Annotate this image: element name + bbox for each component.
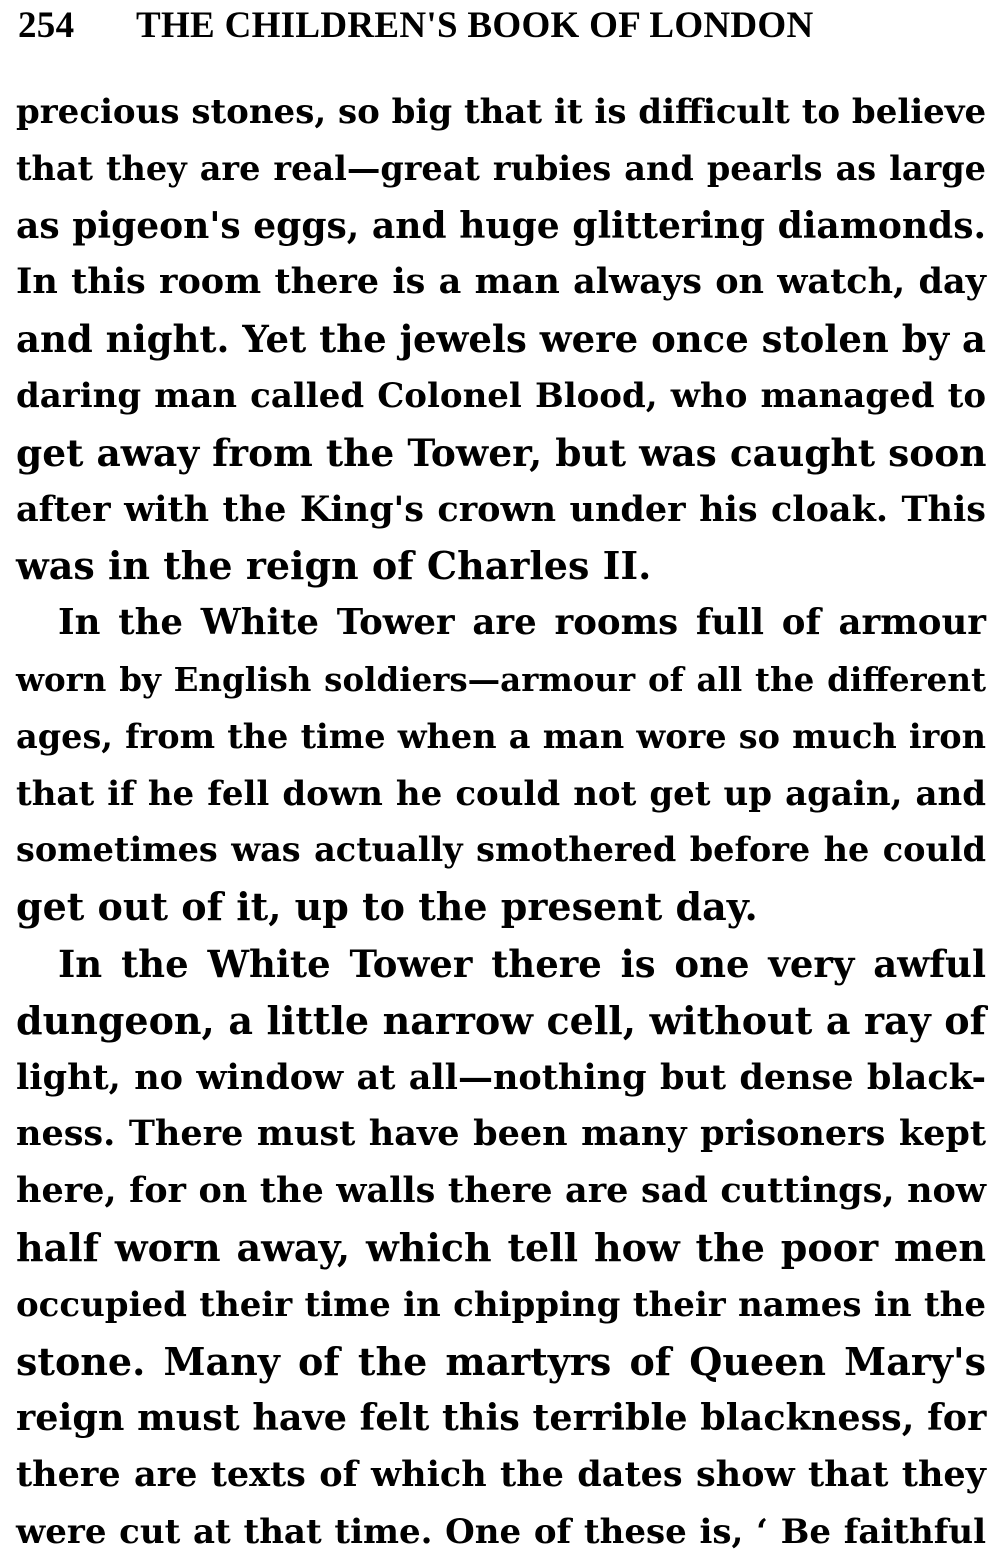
text-line: sometimes was actually smothered before he could [16,830,986,870]
text-line: daring man called Colonel Blood, who managed to [16,375,986,416]
text-line: reign must have felt this terrible blackness, for [16,1396,987,1440]
text-line: and night. Yet the jewels were once stolen by a [16,317,986,362]
text-line: ness. There must have been many prisoners kept [16,1113,986,1155]
text-line: get away from the Tower, but was caught soon [16,430,987,475]
text-line: were cut at that time. One of these is, ‘ Be faithful [16,1511,986,1552]
text-line: ages, from the time when a man wore so much iron [16,716,986,756]
text-line: dungeon, a little narrow cell, without a ray of [16,997,986,1043]
text-line: worn by English soldiers—armour of all the different [16,659,986,699]
text-line: here, for on the walls there are sad cuttings, now [16,1170,986,1212]
text-line: half worn away, which tell how the poor men [16,1224,986,1270]
running-head [18,4,982,48]
text-line: as pigeon's eggs, and huge glittering diamonds. [16,204,986,247]
text-line: that they are real—great rubies and pearls as large [16,148,986,188]
text-line: occupied their time in chipping their names in the [16,1284,986,1325]
text-line: stone. Many of the martyrs of Queen Mary's [16,1338,986,1384]
text-line: precious stones, so big that it is difficult to believe [16,92,987,132]
text-line: In this room there is a man always on watch, day [16,261,986,303]
text-line: after with the King's crown under his cloak. This [16,488,986,530]
paragraph-end-line: was in the reign of Charles II. [16,543,652,589]
page-number: 254 [18,5,75,46]
paragraph-start-line: In the White Tower are rooms full of armour [58,602,986,644]
paragraph-end-line: get out of it, up to the present day. [16,884,758,930]
paragraph-start-line: In the White Tower there is one very awful [58,941,986,986]
book-title: THE CHILDREN'S BOOK OF LONDON [136,5,814,46]
text-line: light, no window at all—nothing but dense black- [16,1056,986,1098]
text-line: that if he fell down he could not get up again, and [16,773,986,814]
body-text [16,84,986,1561]
text-line: there are texts of which the dates show that they [16,1454,986,1496]
